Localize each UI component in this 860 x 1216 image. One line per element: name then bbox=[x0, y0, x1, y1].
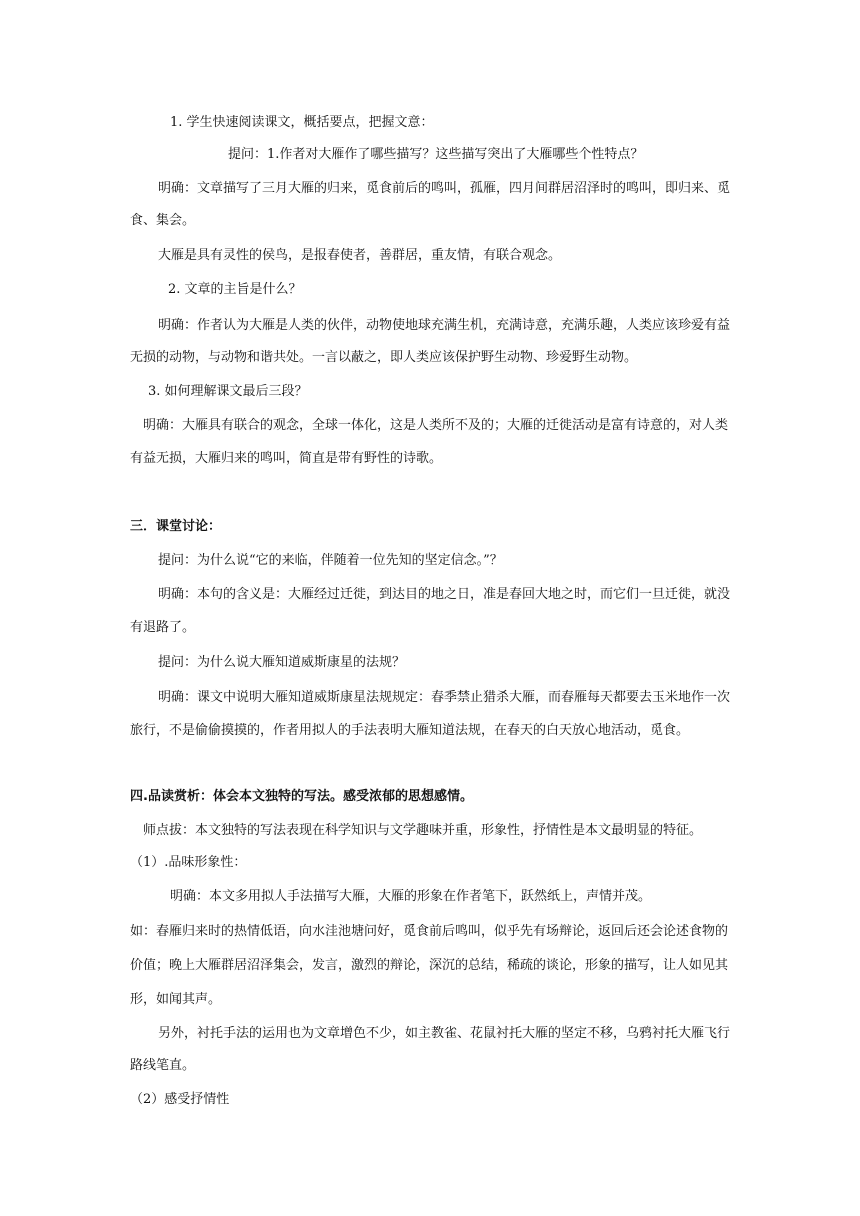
section-heading: 四.品读赏析：体会本文独特的写法。感受浓郁的思想感情。 bbox=[130, 789, 473, 804]
text-line: 另外，衬托手法的运用也为文章增色不少，如主教雀、花鼠衬托大雁的坚定不移，乌鸦衬托大雁飞行 bbox=[158, 1026, 731, 1041]
text-line: 食、集会。 bbox=[130, 213, 196, 228]
text-line: 明确：大雁具有联合的观念，全球一体化，这是人类所不及的；大雁的迁徙活动是富有诗意的，对人类 bbox=[143, 418, 729, 433]
text-line: 明确：文章描写了三月大雁的归来，觅食前后的鸣叫，孤雁，四月间群居沼泽时的鸣叫，即归来、觅 bbox=[158, 181, 731, 196]
text-line: 有退路了。 bbox=[130, 620, 196, 635]
text-line: 3. 如何理解课文最后三段？ bbox=[148, 384, 308, 399]
text-line: 提问：为什么说“它的来临，伴随着一位先知的坚定信念。”？ bbox=[158, 553, 503, 568]
text-line: 无损的动物，与动物和谐共处。一言以蔽之，即人类应该保护野生动物、珍爱野生动物。 bbox=[130, 350, 638, 365]
text-line: 师点拔：本文独特的写法表现在科学知识与文学趣味并重，形象性，抒情性是本文最明显的特征。 bbox=[143, 823, 703, 838]
section-heading: 三．课堂讨论： bbox=[130, 519, 222, 534]
text-line: 明确：本句的含义是：大雁经过迁徙，到达目的地之日，准是春回大地之时，而它们一旦迁徙，就没 bbox=[158, 587, 731, 602]
text-line: 2. 文章的主旨是什么？ bbox=[168, 282, 302, 297]
text-line: 提问：为什么说大雁知道威斯康星的法规？ bbox=[158, 655, 406, 670]
text-line: 形，如闻其声。 bbox=[130, 992, 222, 1007]
text-line: 1. 学生快速阅读课文，概括要点，把握文意： bbox=[170, 115, 434, 130]
text-line: 明确：本文多用拟人手法描写大雁，大雁的形象在作者笔下，跃然纸上，声情并茂。 bbox=[170, 889, 652, 904]
text-line: 明确：作者认为大雁是人类的伙伴，动物使地球充满生机，充满诗意，充满乐趣，人类应该珍爱有益 bbox=[158, 318, 731, 333]
text-line: （1）.品味形象性： bbox=[130, 855, 247, 870]
text-line: 路线笔直。 bbox=[130, 1058, 196, 1073]
text-line: （2）感受抒情性 bbox=[130, 1092, 230, 1107]
text-line: 有益无损，大雁归来的鸣叫，简直是带有野性的诗歌。 bbox=[130, 451, 443, 466]
text-line: 大雁是具有灵性的侯鸟，是报春使者，善群居，重友情，有联合观念。 bbox=[158, 248, 562, 263]
text-line: 旅行，不是偷偷摸摸的，作者用拟人的手法表明大雁知道法规，在春天的白天放心地活动，觅食。 bbox=[130, 723, 690, 738]
text-line: 价值；晚上大雁群居沼泽集会，发言，激烈的辩论，深沉的总结，稀疏的谈论，形象的描写，让人如见其 bbox=[130, 958, 729, 973]
text-line: 如：春雁归来时的热情低语，向水洼池塘问好，觅食前后鸣叫，似乎先有场辩论，返回后还会论述食物的 bbox=[130, 924, 729, 939]
text-line: 明确：课文中说明大雁知道威斯康星法规规定：春季禁止猎杀大雁，而春雁每天都要去玉米地作一次 bbox=[158, 690, 731, 705]
text-line: 提问：1.作者对大雁作了哪些描写？这些描写突出了大雁哪些个性特点？ bbox=[228, 147, 644, 162]
